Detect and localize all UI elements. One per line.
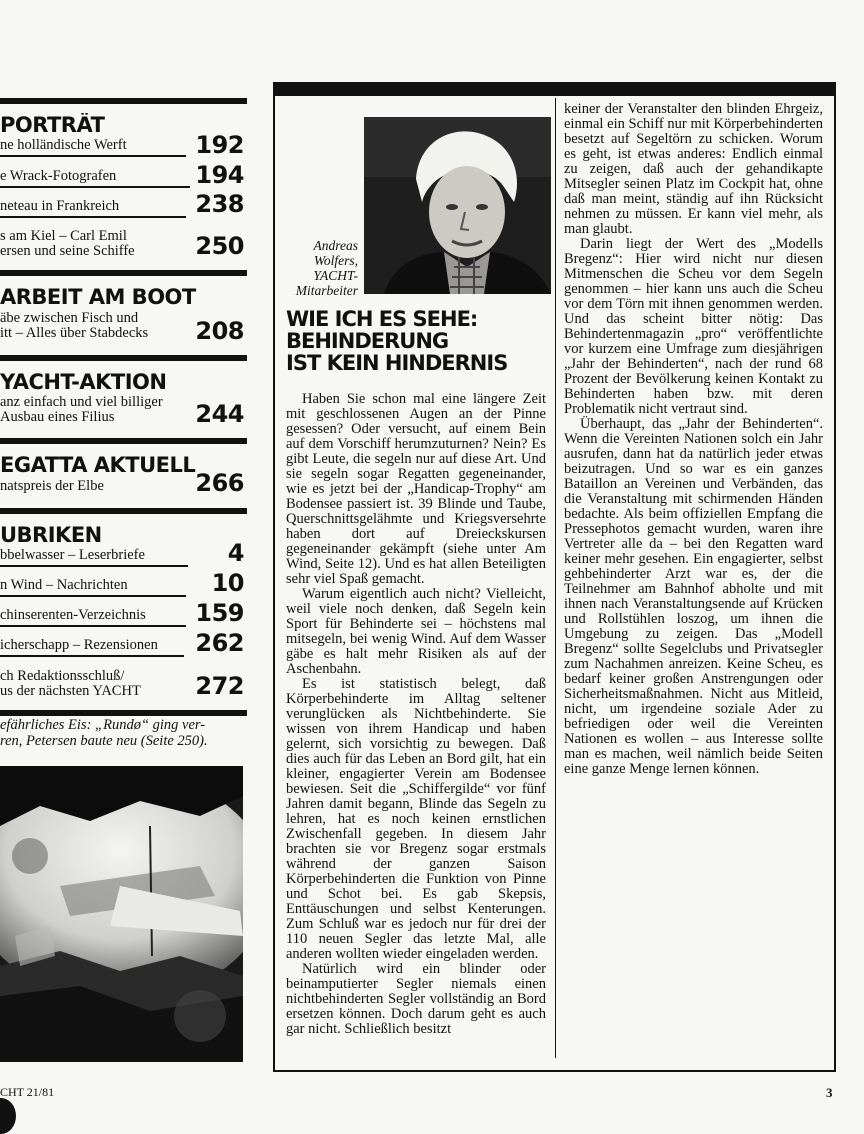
section-rule bbox=[0, 355, 247, 361]
toc-page-number: 262 bbox=[195, 629, 244, 657]
section-rule bbox=[0, 438, 247, 444]
toc-page-number: 159 bbox=[195, 599, 244, 627]
toc-entry[interactable] bbox=[0, 395, 246, 427]
toc-entry[interactable] bbox=[0, 191, 246, 217]
article-column-2 bbox=[564, 102, 823, 777]
article-paragraph: Warum eigentlich auch nicht? Vielleicht, weil viele noch denken, daß Segeln kein Sport für Behinderte sei – höchstens mal mitsegeln, bei wenig Wind. Auf dem Wasser gäbe es halt mehr Risiken als auf der Aschenbahn. bbox=[286, 586, 546, 677]
section-heading-yacht-aktion: YACHT-AKTION bbox=[0, 370, 167, 394]
article-column-1 bbox=[286, 392, 546, 1037]
headline-line: IST KEIN HINDERNIS bbox=[286, 351, 508, 375]
toc-entry[interactable] bbox=[0, 600, 246, 626]
toc-page-number: 244 bbox=[195, 400, 244, 428]
toc-underline bbox=[0, 216, 186, 218]
article-headline bbox=[286, 308, 556, 374]
toc-underline bbox=[0, 155, 186, 157]
headline-line: WIE ICH ES SEHE: bbox=[286, 307, 478, 331]
toc-page-number: 238 bbox=[195, 190, 244, 218]
column-rule bbox=[555, 98, 556, 1058]
toc-entry-text: natspreis der Elbe bbox=[0, 479, 104, 494]
section-heading-regatta-aktuell: EGATTA AKTUELL bbox=[0, 453, 196, 477]
toc-entry[interactable] bbox=[0, 540, 246, 566]
toc-entry-text: us der nächsten YACHT bbox=[0, 684, 141, 699]
toc-underline bbox=[0, 625, 186, 627]
boat-ice-photo-graphic bbox=[0, 766, 243, 1062]
footer-issue: CHT 21/81 bbox=[0, 1085, 55, 1099]
toc-entry-text: bbelwasser – Leserbriefe bbox=[0, 548, 145, 563]
section-rule bbox=[0, 270, 247, 276]
article-paragraph: Darin liegt der Wert des „Modells Bregenz“: Hier wird nicht nur diesen Mitmenschen die Scheu vor dem Segeln genommen – hier kann uns auch die Scheu vor dem Törn mit ihnen genommen werden. Und das scheint bitter nötig: Das Behindertenmagazin „pro“ veröffentlichte vor kurzem eine Umfrage zum diesjährigen „Jahr der Behinderten“, nach der rund 68 Prozent der Bevölkerung keinen Kontakt zu Behinderten haben bzw. mit deren Problematik nicht vertraut sind. bbox=[564, 236, 823, 417]
toc-page-number: 4 bbox=[227, 539, 244, 567]
article-top-bar bbox=[273, 82, 836, 96]
article-paragraph: keiner der Veranstalter den blinden Ehrgeiz, einmal ein Schiff nur mit Körperbehinderten besetzt auf Segeltörn zu schicken. Worum es geht, ist etwas anderes: Endlich einmal zu zeigen, daß auch der gehandikapte Mitsegler seinen Platz im Cockpit hat, ohne daß man meint, ständig auf ihn Rücksicht nehmen zu müssen. Er kann viel mehr, als man glaubt. bbox=[564, 101, 823, 237]
toc-entry[interactable] bbox=[0, 630, 246, 656]
toc-underline bbox=[0, 655, 184, 657]
photo-caption-line: ren, Petersen baute neu (Seite 250). bbox=[0, 733, 208, 749]
section-rule bbox=[0, 98, 247, 104]
toc-underline bbox=[0, 595, 186, 597]
section-heading-portraet: PORTRÄT bbox=[0, 113, 105, 137]
toc-entry-text: ne holländische Werft bbox=[0, 138, 127, 153]
author-portrait-graphic bbox=[364, 117, 551, 294]
page-number: 3 bbox=[826, 1085, 833, 1100]
toc-entry-text: itt – Alles über Stabdecks bbox=[0, 326, 149, 341]
toc-entry-text: anz einfach und viel billiger bbox=[0, 395, 163, 410]
article-paragraph: Überhaupt, das „Jahr der Behinderten“. Wenn die Vereinten Nationen solch ein Jahr ausrufen, dann hat da natürlich jeder etwas beizutragen. Und so war es ein ganzes Bataillon an Vereinen und Verbänden, das die Veranstaltung mit schirmenden Händen bedachte. Als beim offiziellen Empfang die Pressephotos gemacht wurden, waren ihre Vertreter alle da – bei den Regatten ward keiner mehr gesehen. Ein engagierter, selbst gehbehinderter Arzt war es, der die Teilnehmer am Bahnhof abholte und mit ihnen nach Veranstaltungsende auf Krücken und Rollstühlen loszog, um ihnen die Umgebung zu zeigen. Das „Modell Bregenz“ sollte Segelclubs und Privatsegler zum Nachahmen anreizen. Keine Scheu, es bedarf keiner großen Anstrengungen oder Sicherheitsmaßnahmen. Nicht aus Mitleid, nicht, um irgendeine soziale Ader zu befriedigen oder weil die Vereinten Nationen es wollen – aus Interesse sollte man es machen, weil nämlich beide Seiten eine ganze Menge lernen können. bbox=[564, 416, 823, 777]
article-paragraph: Natürlich wird ein blinder oder beinamputierter Segler niemals einen nichtbehinderten Segler vollständig an Bord ersetzen können. Doch darum geht es auch gar nicht. Schließlich besitzt bbox=[286, 961, 546, 1037]
toc-entry-text: n Wind – Nachrichten bbox=[0, 578, 128, 593]
author-caption bbox=[284, 238, 358, 298]
toc-page-number: 250 bbox=[195, 232, 244, 260]
author-caption-line: Wolfers, bbox=[313, 253, 358, 268]
toc-page-number: 10 bbox=[211, 569, 244, 597]
toc-entry-text: e Wrack-Fotografen bbox=[0, 169, 117, 184]
toc-entry-text: Ausbau eines Filius bbox=[0, 410, 115, 425]
section-heading-rubriken: UBRIKEN bbox=[0, 523, 102, 547]
article-paragraph: Es ist statistisch belegt, daß Körperbehinderte im Alltag seltener verunglücken als Nichtbehinderte. Sie wissen von ihrem Handicap und haben gelernt, sich vorsichtig zu bewegen. Daß dies auch für das Leben an Bord gilt, hat ein kleiner, engagierter Verein am Bodensee bewiesen. Seit die „Schiffergilde“ vor fünf Jahren damit begann, Blinde das Segeln zu lehren, hat es noch keinen ernstlichen Zwischenfall gegeben. In diesem Jahr brachten sie vor Bregenz sogar erstmals während der ganzen Saison Körperbehinderten die Funktion von Pinne und Schot bei. Es gab Skepsis, Enttäuschungen und selbst Kenterungen. Zum Schluß war es jedoch nur für drei der 110 neuen Segler das letzte Mal, alle anderen wollten wieder eingeladen werden. bbox=[286, 676, 546, 962]
toc-page-number: 272 bbox=[195, 672, 244, 700]
photo-caption-line: efährliches Eis: „Rundø“ ging ver- bbox=[0, 717, 206, 733]
toc-entry[interactable] bbox=[0, 161, 246, 189]
headline-line: BEHINDERUNG bbox=[286, 329, 449, 353]
page-corner-mark bbox=[0, 1098, 16, 1134]
toc-entry-text: äbe zwischen Fisch und bbox=[0, 311, 139, 326]
toc-entry[interactable] bbox=[0, 311, 246, 343]
toc-entry-text: icherschapp – Rezensionen bbox=[0, 638, 158, 653]
toc-page-number: 208 bbox=[195, 317, 244, 345]
toc-page-number: 194 bbox=[195, 161, 244, 189]
toc-entry[interactable] bbox=[0, 229, 246, 261]
toc-entry[interactable] bbox=[0, 131, 246, 159]
photo-caption bbox=[0, 717, 250, 749]
section-rule bbox=[0, 508, 247, 514]
toc-entry-text: ersen und seine Schiffe bbox=[0, 244, 135, 259]
toc-entry[interactable] bbox=[0, 570, 246, 596]
toc-entry-text: neteau in Frankreich bbox=[0, 199, 120, 214]
section-rule bbox=[0, 710, 247, 716]
article-paragraph: Haben Sie schon mal eine längere Zeit mit geschlossenen Augen an der Pinne gesessen? Oder versucht, auf einem Bein auf dem Vorschiff herumzuturnen? Nein? Es gibt Leute, die segeln nur auf diese Art. Und sie segeln sogar Regatten gegeneinander, wie es jetzt bei der „Handicap-Trophy“ am Bodensee passiert ist. 39 Blinde und Taube, Querschnittsgelähmte und Kriegsversehrte haben dort auf Dreieckskursen gegeneinander gekämpft (siehe unter Am Wind, Seite 12). Und es hat allen Beteiligten sehr viel Spaß gemacht. bbox=[286, 391, 546, 587]
toc-entry-text: s am Kiel – Carl Emil bbox=[0, 229, 127, 244]
section-heading-arbeit-am-boot: ARBEIT AM BOOT bbox=[0, 285, 196, 309]
author-caption-line: Mitarbeiter bbox=[295, 283, 358, 298]
toc-underline bbox=[0, 186, 190, 188]
toc-entry[interactable] bbox=[0, 470, 246, 496]
author-caption-line: YACHT- bbox=[313, 268, 358, 283]
boat-ice-photo bbox=[0, 766, 243, 1062]
toc-page-number: 192 bbox=[195, 131, 244, 159]
toc-underline bbox=[0, 565, 188, 567]
toc-entry-text: ch Redaktionsschluß/ bbox=[0, 669, 125, 684]
toc-entry-text: chinserenten-Verzeichnis bbox=[0, 608, 146, 623]
author-portrait bbox=[364, 117, 551, 294]
author-caption-line: Andreas bbox=[313, 238, 358, 253]
toc-entry[interactable] bbox=[0, 669, 246, 701]
toc-page-number: 266 bbox=[195, 469, 244, 497]
